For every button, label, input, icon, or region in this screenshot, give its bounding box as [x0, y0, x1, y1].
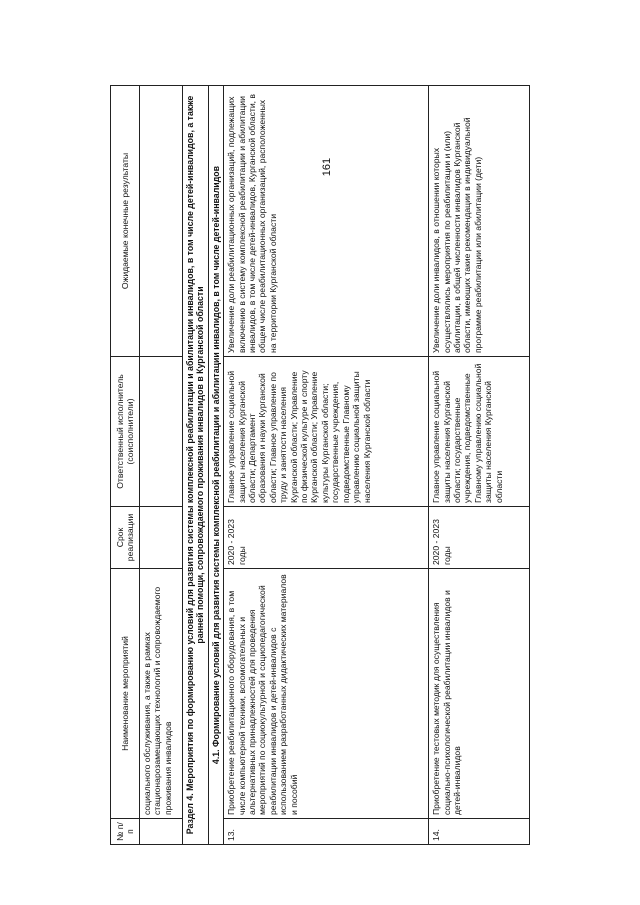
- subsection-title: 4.1. Формирование условий для развития системы комплексной реабилитации и абилитации инвалидов, в том числе детей-инвалидов: [208, 86, 223, 845]
- header-name: Наименование мероприятий: [111, 569, 140, 819]
- header-result: Ожидаемые конечные результаты: [111, 86, 140, 357]
- page-number: 161: [321, 157, 333, 177]
- table-row: [429, 86, 530, 845]
- rotated-table-wrapper: [110, 85, 530, 845]
- table-row-continuation: [140, 86, 183, 845]
- cell-name: социального обслуживания, а также в рамках стационарозамещающих технологий и сопровождаемого проживания инвалидов: [140, 569, 183, 819]
- cell-result: [140, 86, 183, 357]
- cell-executor: [140, 357, 183, 507]
- section-row: [183, 86, 209, 845]
- subsection-row: [208, 86, 223, 845]
- cell-num: [140, 819, 183, 845]
- cell-result: Увеличение доли инвалидов, в отношении которых осуществлялись мероприятия по реабилитации и (или) абилитации, в общей численности инвалидов Курганской области, имеющих такие рекомендации в индивидуальной программе реабилитации или абилитации (дети): [429, 86, 530, 357]
- cell-num: 13.: [224, 819, 429, 845]
- section-title: Раздел 4. Мероприятия по формированию условий для развития системы комплексной реабилитации и абилитации инвалидов, в том числе детей-инвалидов, а также ранней помощи, сопровождаемого проживания инвалидов в Курганской области: [183, 86, 209, 845]
- measures-table: [110, 85, 530, 845]
- table-row: [224, 86, 429, 845]
- cell-name: Приобретение реабилитационного оборудования, в том числе компьютерной техники, вспомогательных и альтернативных принадлежностей для проведения мероприятий по социокультурной и социопедагогической реабилитации инвалидов и детей-инвалидов с использованием разработанных дидактических материалов и пособий: [224, 569, 429, 819]
- cell-num: 14.: [429, 819, 530, 845]
- cell-executor: Главное управление социальной защиты населения Курганской области; Департамент образования и науки Курганской области; Главное управление по труду и занятости населения Курганской области; Управление по физической культуре и спорту Курганской области; Управление культуры Курганской области; государственные учреждения, подведомственные Главному управлению социальной защиты населения Курганской области: [224, 357, 429, 507]
- cell-executor: Главное управление социальной защиты населения Курганской области; государственные учреждения, подведомственные Главному управлению социальной защиты населения Курганской области: [429, 357, 530, 507]
- cell-term: 2020 - 2023 годы: [429, 507, 530, 569]
- header-executor: Ответственный исполнитель (соисполнители): [111, 357, 140, 507]
- cell-result: Увеличение доли реабилитационных организаций, подлежащих включению в систему комплексной реабилитации и абилитации инвалидов, в том числе детей-инвалидов, Курганской области, в общем числе реабилитационных организаций, расположенных на территории Курганской области: [224, 86, 429, 357]
- cell-term: 2020 - 2023 годы: [224, 507, 429, 569]
- cell-name: Приобретение тестовых методик для осуществления социально-психологической реабилитации инвалидов и детей-инвалидов: [429, 569, 530, 819]
- cell-term: [140, 507, 183, 569]
- table-header-row: [111, 86, 140, 845]
- header-num: № п/п: [111, 819, 140, 845]
- header-term: Срок реализации: [111, 507, 140, 569]
